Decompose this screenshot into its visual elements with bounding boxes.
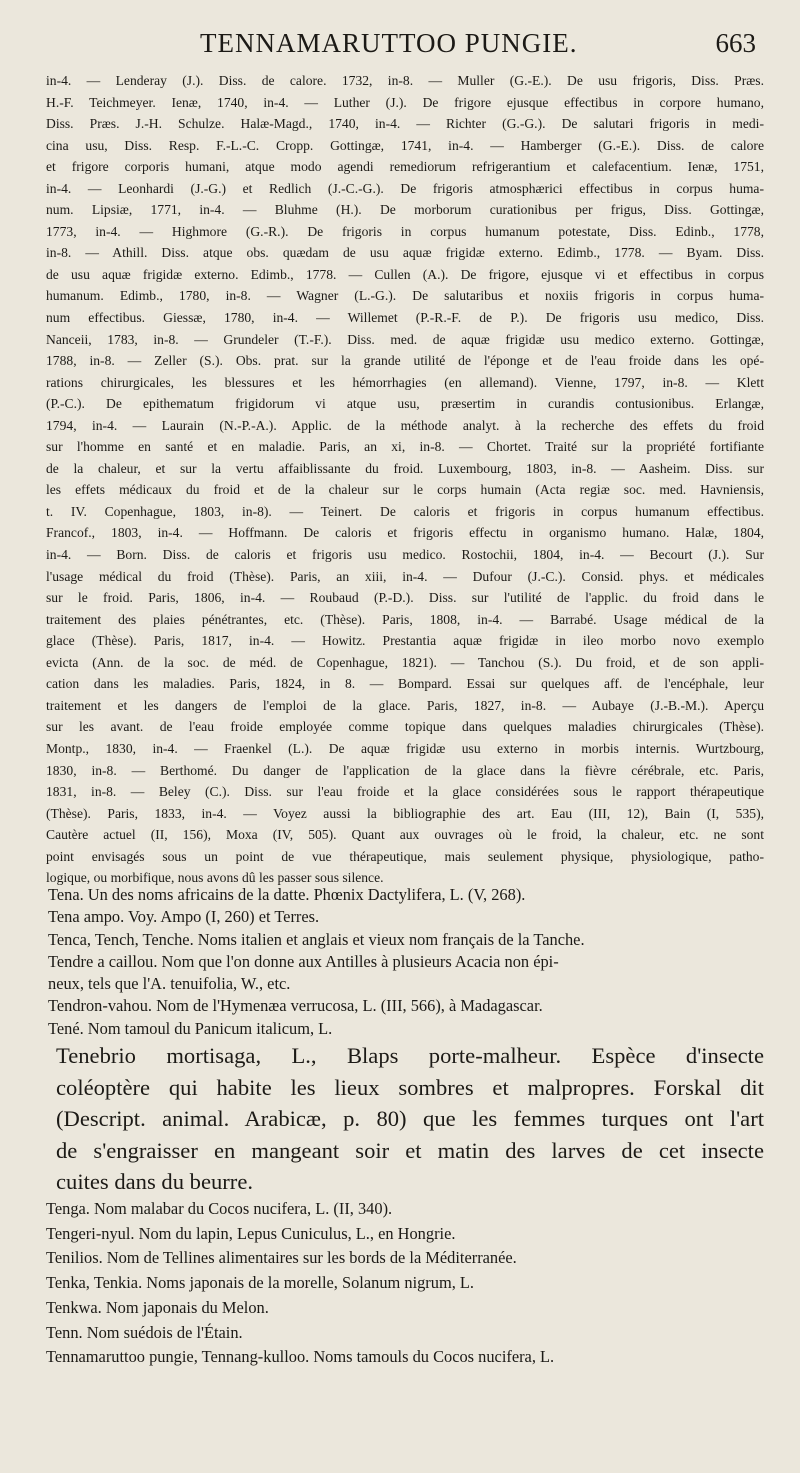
- tenebrio-line: coléoptère qui habite les lieux sombres et malpropres. Forskal dit: [56, 1074, 764, 1100]
- bibliography-line: cina usu, Diss. Resp. F.-L.-C. Cropp. Gottingæ, 1741, in-4. — Hamberger (G.-E.). Diss. de calore: [46, 137, 764, 153]
- entry-tengeri-nyul: Tengeri-nyul. Nom du lapin, Lepus Cuniculus, L., en Hongrie.: [46, 1223, 456, 1243]
- bibliography-line: Diss. Præs. J.-H. Schulze. Halæ-Magd., 1740, in-4. — Richter (G.-G.). De salutari frigoris in medi-: [46, 116, 764, 132]
- bibliography-line: sur l'homme en santé et en maladie. Paris, an xi, in-8. — Chortet. Traité sur la propriété fortifiante: [46, 439, 764, 455]
- bibliography-line: in-4. — Leonhardi (J.-G.) et Redlich (J.-C.-G.). De frigoris atmosphærici effectibus in corpus huma-: [46, 180, 764, 196]
- bibliography-line: evicta (Ann. de la soc. de méd. de Copenhague, 1821). — Tanchou (S.). Du froid, et de son appli-: [46, 654, 764, 670]
- bibliography-line: 1830, in-8. — Berthomé. Du danger de l'application de la glace dans la fièvre cérébrale, etc. Paris,: [46, 762, 764, 778]
- bibliography-line: traitement des plaies pénétrantes, etc. (Thèse). Paris, 1808, in-4. — Barrabé. Usage médical de la: [46, 611, 764, 627]
- entry-tenebrio-mortisaga: [56, 1040, 764, 1198]
- bibliography-block: [46, 70, 764, 889]
- bibliography-line: rations chirurgicales, les blessures et les hémorrhagies (en allemand). Vienne, 1797, in-8. — Klett: [46, 374, 764, 390]
- entry-tenca: Tenca, Tench, Tenche. Noms italien et anglais et vieux nom français de la Tanche.: [48, 929, 585, 949]
- tenebrio-line: (Descript. animal. Arabicæ, p. 80) que les femmes turques ont l'art: [56, 1106, 764, 1132]
- bibliography-line: num. Lipsiæ, 1771, in-4. — Bluhme (H.). De morborum curationibus per frigus, Diss. Gottingæ,: [46, 202, 764, 218]
- running-title: TENNAMARUTTOO PUNGIE.: [200, 28, 578, 58]
- bibliography-line: in-4. — Born. Diss. de caloris et frigoris usu medico. Rostochii, 1804, in-4. — Becourt (J.). Sur: [46, 547, 764, 563]
- entry-tena: Tena. Un des noms africains de la datte. Phœnix Dactylifera, L. (V, 268).: [48, 885, 526, 904]
- bibliography-line: Nanceii, 1783, in-8. — Grundeler (T.-F.). Diss. med. de aquæ frigidæ usu medico externo. Gottingæ,: [46, 331, 764, 347]
- bibliography-line: (Thèse). Paris, 1833, in-4. — Voyez aussi la bibliographie des art. Eau (III, 12), Bain (I, 535),: [46, 805, 764, 821]
- bibliography-line: sur les avant. de l'eau froide employée comme topique dans quelques maladies chirurgicales (Thèse).: [46, 719, 764, 735]
- page-number: 663: [715, 28, 756, 58]
- entry-tendron-vahou: Tendron-vahou. Nom de l'Hymenæa verrucosa, L. (III, 566), à Madagascar.: [48, 996, 543, 1016]
- bibliography-line: H.-F. Teichmeyer. Ienæ, 1740, in-4. — Luther (J.). De frigore ejusque effectibus in corpore humano,: [46, 94, 764, 110]
- bibliography-line: l'usage médical du froid (Thèse). Paris, an xiii, in-4. — Dufour (J.-C.). Consid. phys. et médicales: [46, 568, 764, 584]
- tenebrio-line: de s'engraisser en mangeant soir et matin des larves de cet insecte: [56, 1137, 764, 1163]
- dictionary-entries-lower: [46, 1197, 766, 1370]
- bibliography-line: humanum. Edimb., 1780, in-8. — Wagner (L.-G.). De salutaribus et noxiis frigoris in corpus huma-: [46, 288, 764, 304]
- bibliography-line: t. IV. Copenhague, 1803, in-8). — Teinert. De caloris et frigoris in corpus humanum effectibus.: [46, 503, 764, 519]
- bibliography-line: de la chaleur, et sur la vertu affaiblissante du froid. Luxembourg, 1803, in-8. — Aasheim. Diss. sur: [46, 460, 764, 476]
- bibliography-line: sur le froid. Paris, 1806, in-4. — Roubaud (P.-D.). Diss. sur l'utilité de l'applic. du froid dans le: [46, 590, 764, 606]
- tenebrio-line: cuites dans du beurre.: [56, 1169, 254, 1195]
- bibliography-line: num effectibus. Giessæ, 1780, in-4. — Willemet (P.-R.-F. de P.). De frigoris usu medico, Diss.: [46, 310, 764, 326]
- entry-tendre-a-caillou: Tendre a caillou. Nom que l'on donne aux Antilles à plusieurs Acacia non épi-: [48, 951, 559, 971]
- bibliography-line: in-4. — Lenderay (J.). Diss. de calore. 1732, in-8. — Muller (G.-E.). De usu frigoris, Diss. Præs.: [46, 73, 764, 88]
- bibliography-line: point envisagés sous un point de vue thérapeutique, mais seulement physique, physiologique, patho-: [46, 848, 764, 864]
- entry-tenkwa: Tenkwa. Nom japonais du Melon.: [46, 1297, 269, 1317]
- entry-tennamaruttoo-pungie: Tennamaruttoo pungie, Tennang-kulloo. Noms tamouls du Cocos nucifera, L.: [46, 1347, 555, 1367]
- bibliography-line: les effets médicaux du froid et de la chaleur sur le corps humain (Acta regiæ soc. med. Havniensis,: [46, 482, 764, 498]
- entry-tenga: Tenga. Nom malabar du Cocos nucifera, L. (II, 340).: [46, 1199, 393, 1218]
- bibliography-line: de usu aquæ frigidæ externo. Edimb., 1778. — Cullen (A.). De frigore, ejusque vi et effectibus in corpus: [46, 266, 764, 282]
- bibliography-line: 1794, in-4. — Laurain (N.-P.-A.). Applic. de la méthode analyt. à la recherche des effets du froid: [46, 417, 764, 433]
- tenebrio-line: Tenebrio mortisaga, L., Blaps porte-malheur. Espèce d'insecte: [56, 1043, 764, 1068]
- bibliography-line: 1831, in-8. — Beley (C.). Diss. sur l'eau froide et la glace considérées sous le rapport thérapeutique: [46, 784, 764, 800]
- bibliography-line: Montp., 1830, in-4. — Fraenkel (L.). De aquæ frigidæ usu externo in morbis internis. Wurtzbourg,: [46, 740, 764, 756]
- bibliography-line: et frigore corporis humani, atque modo agendi remediorum refrigerantium et calefacentium. Ienæ, 1751,: [46, 159, 764, 175]
- bibliography-line: Francof., 1803, in-4. — Hoffmann. De caloris et frigoris effectu in organismo humano. Halæ, 1804,: [46, 525, 764, 541]
- bibliography-line: 1788, in-8. — Zeller (S.). Obs. prat. sur la grande utilité de l'éponge et de l'eau froide dans les opé-: [46, 353, 764, 369]
- bibliography-line: in-8. — Athill. Diss. atque obs. quædam de usu aquæ frigidæ externo. Edimb., 1778. — Byam. Diss.: [46, 245, 764, 261]
- bibliography-line: Cautère actuel (II, 156), Moxa (IV, 505). Quant aux ouvrages où le froid, la chaleur, etc. ne sont: [46, 827, 764, 843]
- entry-tenilios: Tenilios. Nom de Tellines alimentaires sur les bords de la Méditerranée.: [46, 1248, 517, 1268]
- bibliography-line: (P.-C.). De epithematum frigidorum vi atque usu, præsertim in curandis contusionibus. Erlangæ,: [46, 396, 764, 412]
- dictionary-entries: [46, 884, 766, 1040]
- entry-tenka: Tenka, Tenkia. Noms japonais de la morelle, Solanum nigrum, L.: [46, 1273, 475, 1293]
- bibliography-line: cation dans les maladies. Paris, 1824, in 8. — Bompard. Essai sur quelques aff. de l'encéphale, leur: [46, 676, 764, 692]
- bibliography-line: logique, ou morbifique, nous avons dû les passer sous silence.: [46, 870, 384, 886]
- entry-tenn: Tenn. Nom suédois de l'Étain.: [46, 1322, 243, 1342]
- bibliography-line: 1773, in-4. — Highmore (G.-R.). De frigoris in corpus humanum potestate, Diss. Edinb., 1778,: [46, 223, 764, 239]
- bibliography-line: glace (Thèse). Paris, 1817, in-4. — Howitz. Prestantia aquæ frigidæ in ileo morbo novo exemplo: [46, 633, 764, 649]
- bibliography-line: traitement et les dangers de l'emploi de la glace. Paris, 1827, in-8. — Aubaye (J.-B.-M.). Aperçu: [46, 697, 764, 713]
- entry-tendre-a-caillou-continued: neux, tels que l'A. tenuifolia, W., etc.: [48, 974, 291, 994]
- entry-tena-ampo: Tena ampo. Voy. Ampo (I, 260) et Terres.: [48, 907, 320, 927]
- page-header: [0, 28, 800, 72]
- entry-tene: Tené. Nom tamoul du Panicum italicum, L.: [48, 1018, 333, 1038]
